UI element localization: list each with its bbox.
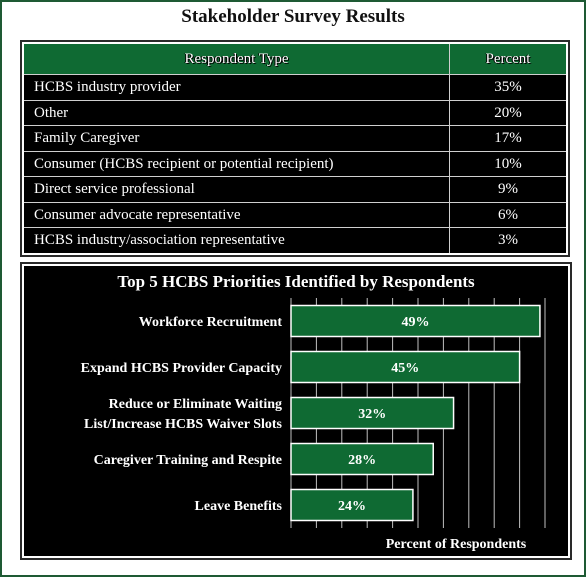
category-label: Caregiver Training and Respite [93, 453, 282, 468]
respondent-type-cell: Other [24, 101, 450, 126]
category-label: Workforce Recruitment [138, 315, 282, 330]
table-row [24, 227, 566, 253]
bar-value-label: 28% [348, 453, 377, 468]
chart-title: Top 5 HCBS Priorities Identified by Respondents [117, 272, 475, 291]
table-header-row [24, 44, 566, 74]
respondent-table [22, 42, 568, 255]
table-row [24, 100, 566, 126]
table-row [24, 74, 566, 100]
category-label: Expand HCBS Provider Capacity [80, 361, 282, 376]
respondent-type-cell: Family Caregiver [24, 126, 450, 151]
table-row [24, 202, 566, 228]
respondent-type-cell: Consumer (HCBS recipient or potential recipient) [24, 152, 450, 177]
bar-value-label: 49% [401, 315, 430, 330]
respondent-type-cell: Consumer advocate representative [24, 203, 450, 228]
header-respondent-type: Respondent Type [24, 44, 450, 74]
x-axis-label: Percent of Respondents [385, 537, 527, 552]
category-label: List/Increase HCBS Waiver Slots [84, 417, 282, 432]
priorities-chart [22, 264, 570, 558]
page-title: Stakeholder Survey Results [181, 6, 405, 27]
respondent-type-cell: Direct service professional [24, 177, 450, 202]
percent-cell: 6% [498, 206, 518, 223]
respondent-type-cell: HCBS industry provider [24, 75, 450, 100]
header-percent: Percent [485, 51, 531, 67]
percent-cell: 10% [494, 155, 522, 172]
priorities-chart-svg [24, 266, 568, 556]
percent-cell: 9% [498, 181, 518, 197]
bar-value-label: 45% [391, 361, 420, 376]
percent-cell: 17% [494, 130, 522, 146]
bar-value-label: 32% [358, 407, 387, 422]
category-label: Leave Benefits [194, 499, 282, 514]
table-row [24, 151, 566, 177]
category-label: Reduce or Eliminate Waiting [108, 397, 282, 412]
bar-value-label: 24% [337, 499, 366, 514]
percent-cell: 35% [494, 79, 522, 95]
percent-cell: 20% [494, 104, 522, 121]
table-body [24, 74, 566, 253]
table-row [24, 125, 566, 151]
percent-cell: 3% [498, 232, 518, 248]
table-row [24, 176, 566, 202]
respondent-type-cell: HCBS industry/association representative [24, 228, 450, 253]
